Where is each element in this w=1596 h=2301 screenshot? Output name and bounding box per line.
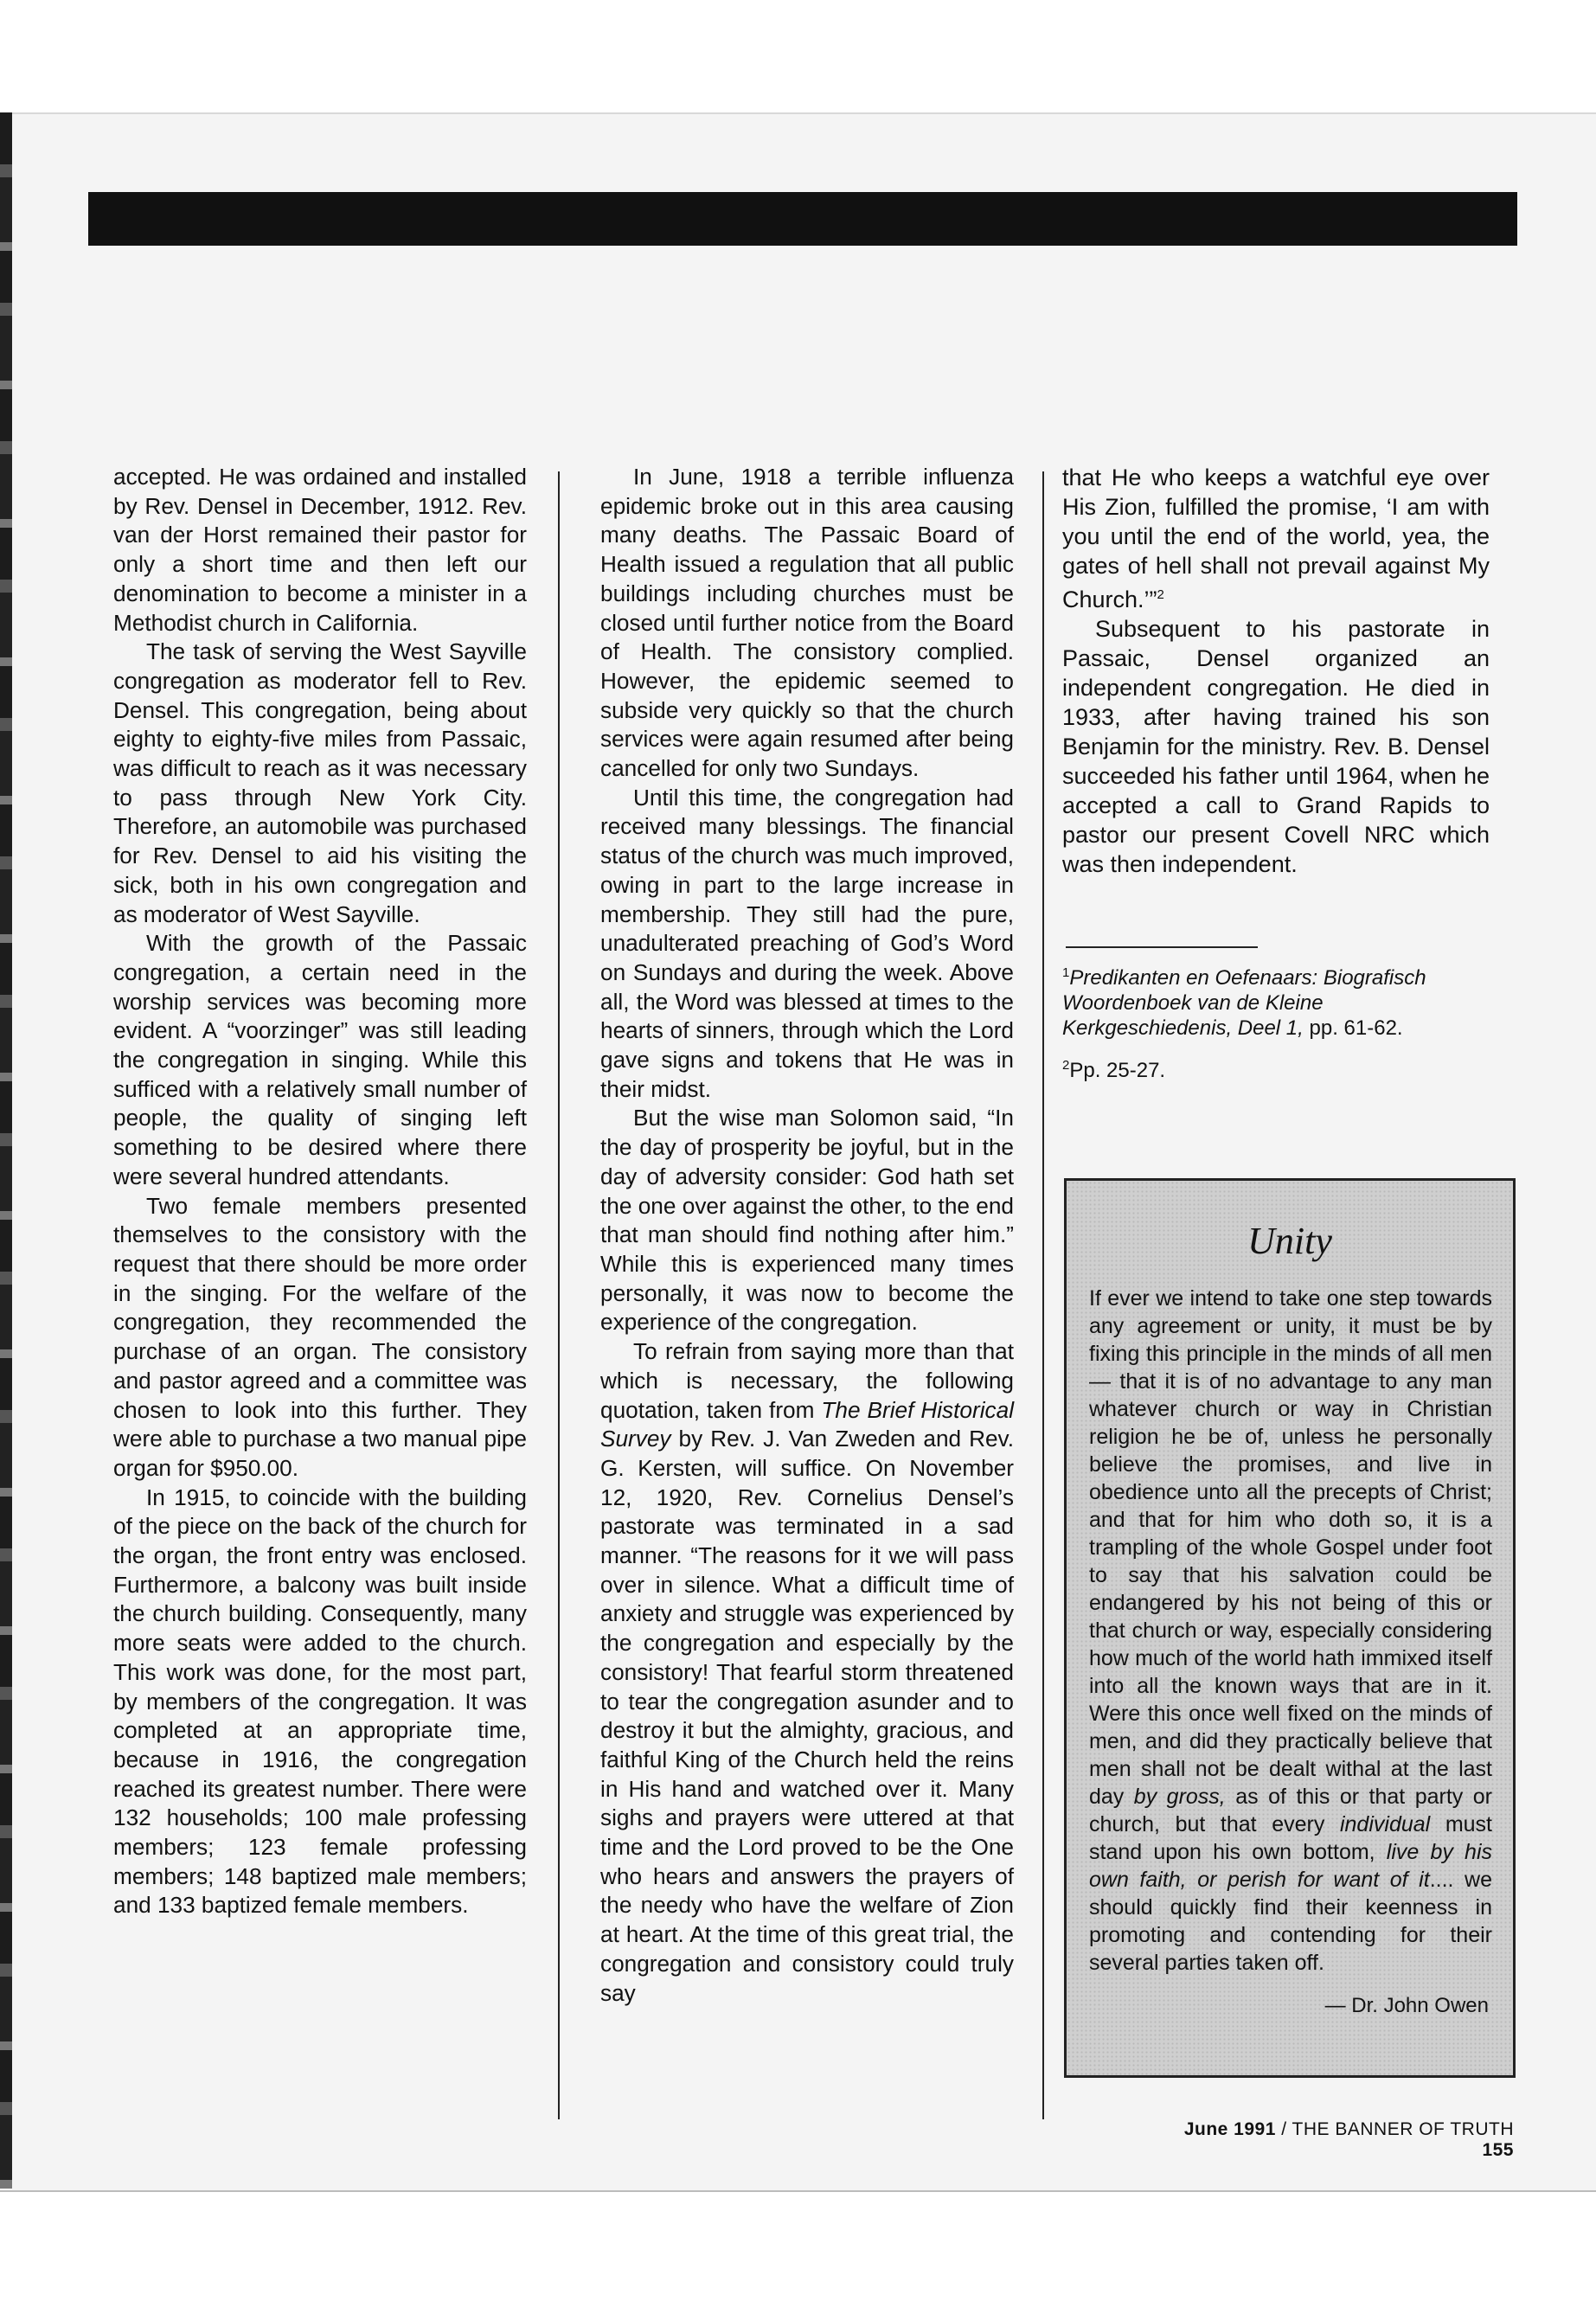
quote-text: as of this or that party or church, but that every (1089, 1785, 1492, 1836)
paragraph-text: by Rev. J. Van Zweden and Rev. G. Kersten, will suffice. On November 12, 1920, Rev. Cornelius Densel’s pastorate was terminated in a sad manner. “The reasons for it we will pass over in silence. What a difficult time of anxiety and struggle was experienced by the congregation and especially by the consistory! That fearful storm threatened to tear the congregation asunder and to destroy it but the almighty, gracious, and faithful King of the Church held the reins in His hand and watched over it. Many sighs and prayers were uttered at that time and the Lord proved to be the One who hears and answers the prayers of the needy who have the welfare of Zion at heart. At the time of this great trial, the congregation and consistory could truly say (600, 1426, 1014, 2006)
column-1 (113, 463, 527, 1920)
publication-name: / THE BANNER OF TRUTH (1275, 2119, 1514, 2139)
footnote-rule (1066, 946, 1258, 948)
column-3 (1062, 463, 1490, 879)
column-divider (1042, 471, 1044, 2119)
paragraph: Two female members presented themselves to the consistory with the request that there should be more order in the singing. For the welfare of the congregation, they recommended the purchase of an organ. The consistory and pastor agreed and a committee was chosen to look into this further. They were able to purchase a two manual pipe organ for $950.00. (113, 1192, 527, 1481)
paragraph: The task of serving the West Sayville congregation as moderator fell to Rev. Densel. This congregation, being about eighty to eighty-five miles from Passaic, was difficult to reach as it was necessary to pass through New York City. Therefore, an automobile was purchased for Rev. Densel to aid his visiting the sick, both in his own congregation and as moderator of West Sayville. (113, 638, 527, 927)
quote-emphasis: individual (1339, 1812, 1431, 1836)
paragraph-text: To refrain from saying more than that which is necessary, the following quotation, taken from (600, 1338, 1014, 1423)
paragraph: With the growth of the Passaic congregation, a certain need in the worship services was becoming more evident. A “voorzinger” was still leading the congregation in singing. While this sufficed with a relatively small number of people, the quality of singing left something to be desired where there were several hundred attendants. (113, 930, 527, 1189)
footnote-pages: pp. 61-62. (1303, 1016, 1403, 1040)
quote-emphasis: by gross, (1133, 1785, 1226, 1809)
paragraph-text: that He who keeps a watchful eye over His Zion, fulfilled the promise, ‘I am with you until the end of the world, yea, the gates of hell shall not prevail against My Church.’” (1062, 465, 1490, 612)
quote-text: .... we should quickly find their keenness in promoting and contending for their several parties taken off. (1089, 1868, 1492, 1975)
unity-title: Unity (1247, 1220, 1332, 1262)
footnote-1 (1062, 960, 1490, 1041)
footnote-2 (1062, 1053, 1490, 1083)
paragraph: In 1915, to coincide with the building of the piece on the back of the church for the organ, the front entry was enclosed. Furthermore, a balcony was built inside the church building. Consequently, many more seats were added to the church. This work was done, for the most part, by members of the congregation. It was completed at an appropriate time, because in 1916, the congregation reached its greatest number. There were 132 households; 100 male professing members; 123 female professing members; 148 baptized male members; and 133 baptized female members. (113, 1484, 527, 1919)
paragraph: In June, 1918 a terrible influenza epidemic broke out in this area causing many deaths. The Passaic Board of Health issued a regulation that all public buildings including churches must be closed until further notice from the Board of Health. The consistory complied. However, the epidemic seemed to subside very quickly so that the church services were again resumed after being cancelled for only two Sundays. (600, 464, 1014, 782)
unity-author: — Dr. John Owen (1324, 1994, 1489, 2017)
footnote-ref: 2 (1157, 587, 1164, 602)
paragraph: Until this time, the congregation had received many blessings. The financial status of the church was much improved, owing in part to the large increase in membership. They still had the pure, unadulterated preaching of God’s Word on Sundays and during the week. Above all, the Word was blessed at times to the hearts of sinners, through which the Lord gave signs and tokens that He was in their midst. (600, 784, 1014, 1102)
header-bar (88, 192, 1517, 246)
unity-quote (1089, 1285, 1492, 1977)
paragraph (1062, 463, 1490, 614)
footnote-text: Predikanten en Oefenaars: Biografisch Woordenboek van de Kleine Kerkgeschiedenis, Deel 1, (1062, 966, 1426, 1040)
scan-edge (0, 112, 12, 2189)
paragraph: But the wise man Solomon said, “In the day of prosperity be joyful, but in the day of adversity consider: God hath set the one over against the other, to the end that man should find nothing after him.” While this is experienced many times personally, it was now to become the experience of the congregation. (600, 1105, 1014, 1336)
footnotes (1062, 960, 1490, 1095)
quote-emphasis: live by his own faith, or perish for want of it (1089, 1840, 1492, 1892)
unity-sidebar-box (1064, 1178, 1516, 2078)
paragraph: accepted. He was ordained and installed by Rev. Densel in December, 1912. Rev. van der Horst remained their pastor for only a short time and then left our denomination to become a minister in a Methodist church in California. (113, 464, 527, 636)
page-number: 155 (1482, 2140, 1514, 2160)
footnote-number: 2 (1062, 1058, 1070, 1073)
footnote-number: 1 (1062, 965, 1070, 980)
column-2 (600, 463, 1014, 2008)
quote-text: must stand upon his own bottom, (1089, 1812, 1492, 1864)
footnote-text: Pp. 25-27. (1069, 1059, 1166, 1082)
page-footer (1159, 2119, 1514, 2161)
paragraph (600, 1337, 1014, 2008)
column-divider (558, 471, 560, 2119)
paragraph: Subsequent to his pastorate in Passaic, Densel organized an independent congregation. He died in 1933, after having trained his son Benjamin for the ministry. Rev. B. Densel succeeded his father until 1964, when he accepted a call to Grand Rapids to pastor our present Covell NRC which was then independent. (1062, 616, 1490, 877)
issue-date: June 1991 (1183, 2119, 1276, 2139)
quote-text: If ever we intend to take one step towards any agreement or unity, it must be by fixing this principle in the minds of all men — that it is of no advantage to any man whatever church or way in Christian religion he be of, unless he personally believe the promises, and live in obedience unto all the precepts of Christ; and that for him who doth so, it is a trampling of the whole Gospel under foot to say that his salvation could be endangered by his not being of this or that church or way, especially considering how much of the world hath immixed itself into all the known ways that are in it. Were this once well fixed on the minds of men, and did they practically believe that men shall not be dealt withal at the last day (1089, 1286, 1492, 1809)
book-title: The Brief Historical Survey (600, 1396, 1015, 1452)
